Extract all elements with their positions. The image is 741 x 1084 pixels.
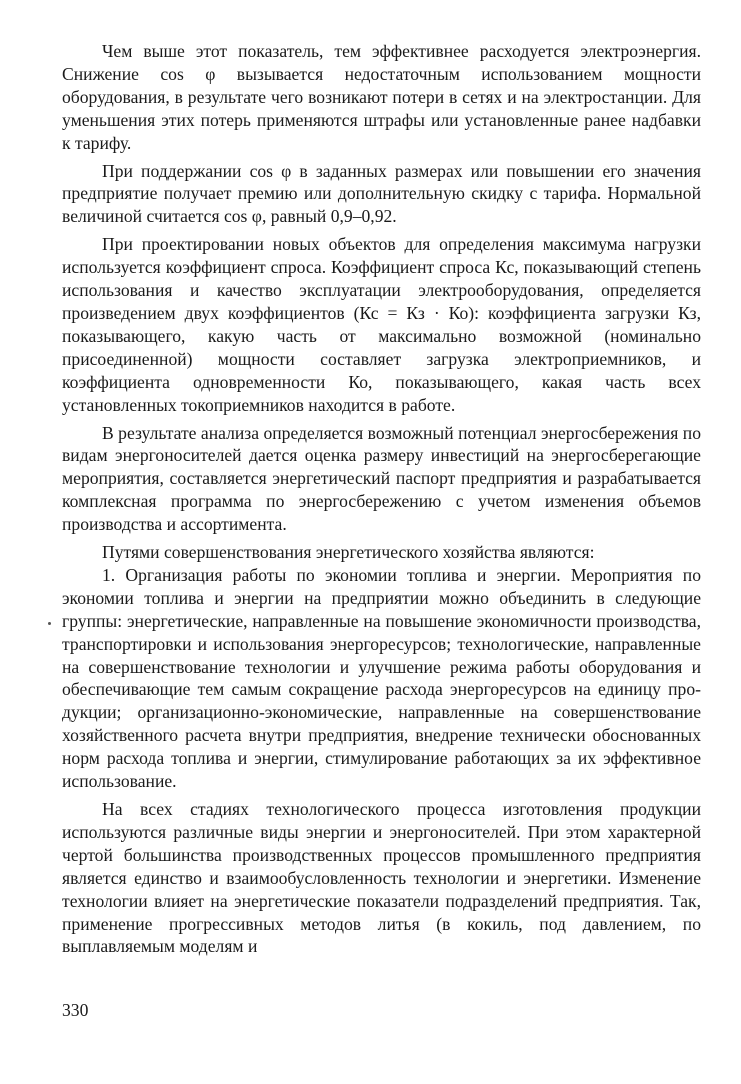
scan-speck [48, 622, 51, 625]
paragraph-energy-analysis: В результате анализа определяется возможный потенциал энергосбережения по видам энергоносителей дается оценка размеру инвестиций на энергосберегающие мероприятия, составляется энергетический паспорт предприятия и разрабатывается комплексная программа по энергосбережению с учетом изменения объемов производства и ассортимента. [62, 422, 701, 535]
paragraph-demand-coefficient: При проектировании новых объектов для определения максимума нагрузки используется коэффициент спроса. Коэффициент спроса Кс, показывающий степень использования и качество эксплуатации электрооборудования, определяется произведением двух коэффициентов (Кс = Кз · Ко): коэффициента загрузки Кз, показывающего, какую часть от максимально возможной (номинально присоединенной) мощности составляет загрузка электроприемников, и коэффициента одновременности Ко, показывающего, какая часть всех установленных токоприемников находится в работе. [62, 234, 701, 415]
page-number: 330 [62, 1000, 89, 1020]
paragraph-technology-stages: На всех стадиях технологического процесса изготовления продукции используются различные виды энергии и энергоносителей. При этом характерной чертой большинства производственных процессов промышленного предприятия является единство и взаимообусловленность технологии и энергетики. Изменение технологии влияет на энергетические показатели подразделений предприятия. Так, применение прогрессивных методов литья (в кокиль, под давлением, по выплавляемым моделям и [62, 799, 701, 957]
paragraph-cos-phi-bonus: При поддержании cos φ в заданных размерах или повышении его значения предприятие получает премию или дополнительную скидку с тарифа. Нормальной величиной считается cos φ, равный 0,9–0,92. [62, 160, 701, 227]
paragraph-fuel-economy: 1. Организация работы по экономии топлива и энергии. Мероприятия по экономии топлива и энергии на предприятии можно объединить в следующие группы: энергетические, направленные на повышение экономичности производства, транспортировки и использования энергоресурсов; технологические, направленные на совершенствование технологии и улучшение режима работы оборудования и обеспечивающие тем самым сокращение расхода энергоресурсов на единицу продукции; организационно-экономические, направленные на совершенствование хозяйственного расчета внутри предприятия, внедрение технически обоснованных норм расхода топлива и энергии, стимулирование работающих за их эффективное использование. [62, 564, 701, 792]
paragraph-improvement-ways: Путями совершенствования энергетического хозяйства являются: [102, 542, 595, 563]
paragraph-cos-phi-efficiency: Чем выше этот показатель, тем эффективнее расходуется электроэнергия. Снижение cos φ вызывается недостаточным использованием мощности оборудования, в результате чего возникают потери в сетях и на электростанции. Для уменьшения этих потерь применяются штрафы или установленные ранее надбавки к тарифу. [62, 41, 701, 153]
